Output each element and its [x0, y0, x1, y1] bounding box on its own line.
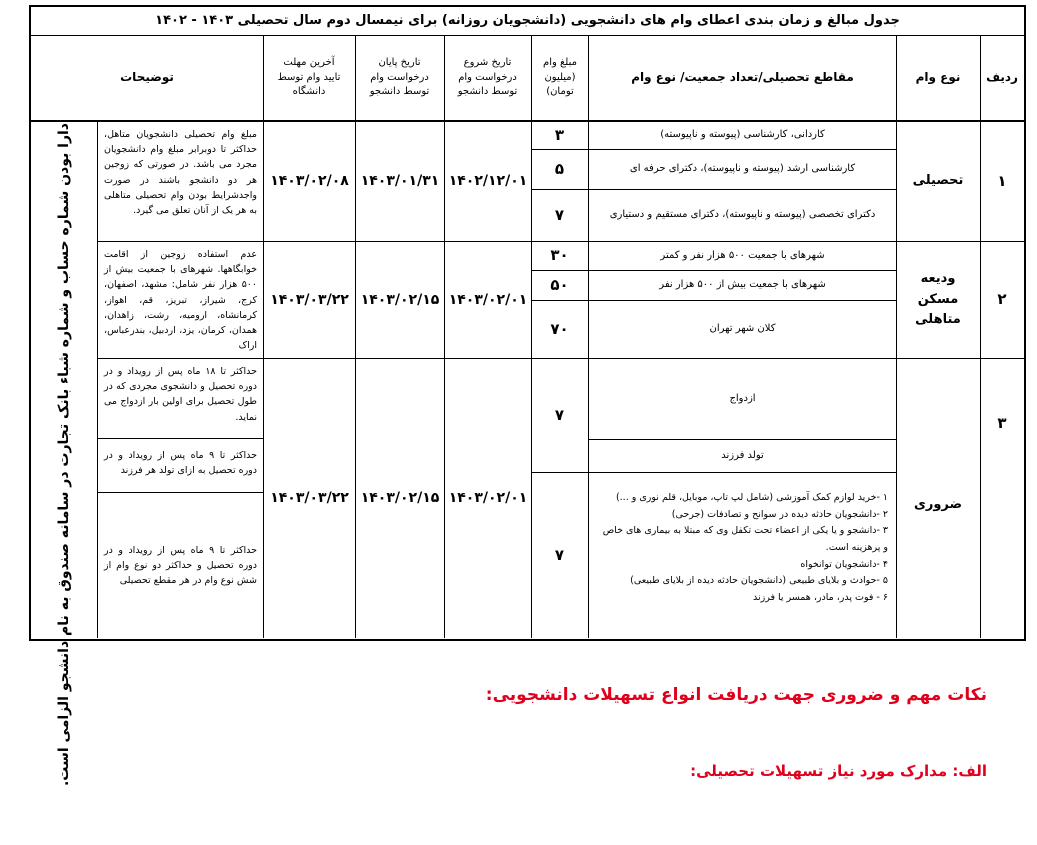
row-number-1: ۱	[997, 171, 1007, 190]
loan-amount: ۵۰	[550, 275, 569, 294]
section-label: شهرهای با جمعیت ۵۰۰ هزار نفر و کمتر	[660, 249, 825, 261]
start-date-3: ۱۴۰۳/۰۲/۰۱	[448, 490, 528, 507]
end-date-3: ۱۴۰۳/۰۲/۱۵	[360, 490, 440, 507]
required-documents-subheading: الف: مدارک مورد نیاز تسهیلات تحصیلی:	[690, 762, 987, 780]
list-item: ۲ -دانشجویان حادثه دیده در سوانح و تصادفات (جرحی)	[671, 508, 888, 520]
loan-amount: ۷	[554, 545, 565, 564]
loan-amount: ۷۰	[550, 319, 569, 338]
row-number-3: ۳	[997, 414, 1007, 433]
loan-amount: ۵	[554, 159, 565, 178]
section-label: شهرهای با جمعیت بیش از ۵۰۰ هزار نفر	[659, 279, 826, 291]
list-item: ۱ -خرید لوازم کمک آموزشی (شامل لپ تاپ، موبایل، قلم نوری و ...)	[615, 492, 888, 503]
deadline-1: ۱۴۰۳/۰۲/۰۸	[270, 173, 349, 190]
section-label: دکترای تخصصی (پیوسته و ناپیوسته)، دکترای مستقیم و دستیاری	[609, 209, 876, 221]
loan-type-1: تحصیلی	[912, 173, 964, 189]
loan-amount: ۳	[554, 125, 565, 144]
deadline-2: ۱۴۰۳/۰۳/۲۲	[270, 291, 349, 308]
list-item: ۶ - فوت پدر، مادر، همسر یا فرزند	[753, 591, 888, 603]
header-notes: توضیحات	[120, 70, 174, 85]
emergency-loan-cases	[589, 484, 896, 634]
header-end-date: تاریخ پایان درخواست وام توسط دانشجو	[369, 57, 430, 98]
section-label: تولد فرزند	[721, 449, 764, 461]
table-title: جدول مبالغ و زمان بندی اعطای وام های دانشجویی (دانشجویان روزانه) برای نیمسال دوم سال تحصیلی ۱۴۰۳ - ۱۴۰۲	[155, 12, 900, 28]
header-loan-type: نوع وام	[915, 70, 961, 85]
section-label: کارشناسی ارشد (پیوسته و ناپیوسته)، دکترای حرفه ای	[629, 163, 856, 175]
list-item: ۴ -دانشجویان توانخواه	[800, 558, 888, 570]
end-date-1: ۱۴۰۳/۰۱/۳۱	[360, 173, 440, 190]
header-sections: مقاطع تحصیلی/تعداد جمعیت/ نوع وام	[631, 70, 854, 85]
end-date-2: ۱۴۰۳/۰۲/۱۵	[360, 291, 440, 308]
important-notes-heading: نکات مهم و ضروری جهت دریافت انواع تسهیلات دانشجویی:	[485, 685, 987, 705]
section-label: کلان شهر تهران	[709, 323, 776, 335]
section-label: کاردانی، کارشناسی (پیوسته و ناپیوسته)	[660, 129, 825, 141]
loan-type-3: ضروری	[913, 496, 963, 512]
header-amount: مبلغ وام (میلیون تومان)	[543, 57, 577, 98]
notes-1: مبلغ وام تحصیلی دانشجویان متاهل، حداکثر تا دوبرابر مبلغ وام دانشجویان مجرد می باشد. در صورتی که زوجین هر دو دانشجو باشند در صورت واجدشرایط بودن وام تحصیلی متاهلی به هر یک از آنان تعلق می گیرد.	[104, 129, 257, 216]
account-requirement-note: دارا بودن شماره حساب و شماره شباء بانک تجارت در سامانه صندوق به نام دانشجو الزامی است.	[56, 123, 72, 787]
section-label: ازدواج	[729, 392, 756, 404]
start-date-2: ۱۴۰۳/۰۲/۰۱	[448, 291, 528, 308]
notes-2: عدم استفاده زوجین از اقامت خوابگاهها. شهرهای با جمعیت بیش از ۵۰۰ هزار نفر شامل: مشهد، اصفهان، کرج، شیراز، تبریز، قم، اهواز، کرمانشاه، ارومیه، رشت، زاهدان، همدان، کرمان، یزد، اردبیل، بندرعباس، اراک	[104, 249, 257, 352]
notes-3-childbirth: حداکثر تا ۹ ماه پس از رویداد و در دوره تحصیل به ازای تولد هر فرزند	[104, 450, 257, 477]
deadline-3: ۱۴۰۳/۰۳/۲۲	[270, 490, 349, 507]
header-deadline: آخرین مهلت تایید وام توسط دانشگاه	[277, 57, 341, 98]
loan-amount: ۷	[554, 205, 565, 224]
list-item: ۳ -دانشجو و یا یکی از اعضاء تحت تکفل وی که مبتلا به بیماری های خاص و پرهزینه است.	[602, 525, 888, 553]
loan-type-2: ودیعه مسکن متاهلی	[915, 270, 961, 328]
loan-amount: ۳۰	[550, 246, 569, 265]
notes-3-marriage: حداکثر تا ۱۸ ماه پس از رویداد و در دوره تحصیل و دانشجوی مجردی که در طول تحصیل برای اولین بار ازدواج می نماید.	[104, 366, 257, 423]
notes-3-other: حداکثر تا ۹ ماه پس از رویداد و در دوره تحصیل و حداکثر دو نوع وام از شش نوع وام در هر مقطع تحصیلی	[104, 544, 257, 587]
header-start-date: تاریخ شروع درخواست وام توسط دانشجو	[457, 57, 518, 98]
start-date-1: ۱۴۰۲/۱۲/۰۱	[448, 173, 528, 190]
list-item: ۵ -حوادث و بلایای طبیعی (دانشجویان حادثه دیده از بلایای طبیعی)	[630, 575, 888, 587]
loan-amount: ۷	[554, 405, 565, 424]
header-row-number: ردیف	[986, 70, 1018, 85]
row-number-2: ۲	[997, 290, 1007, 309]
